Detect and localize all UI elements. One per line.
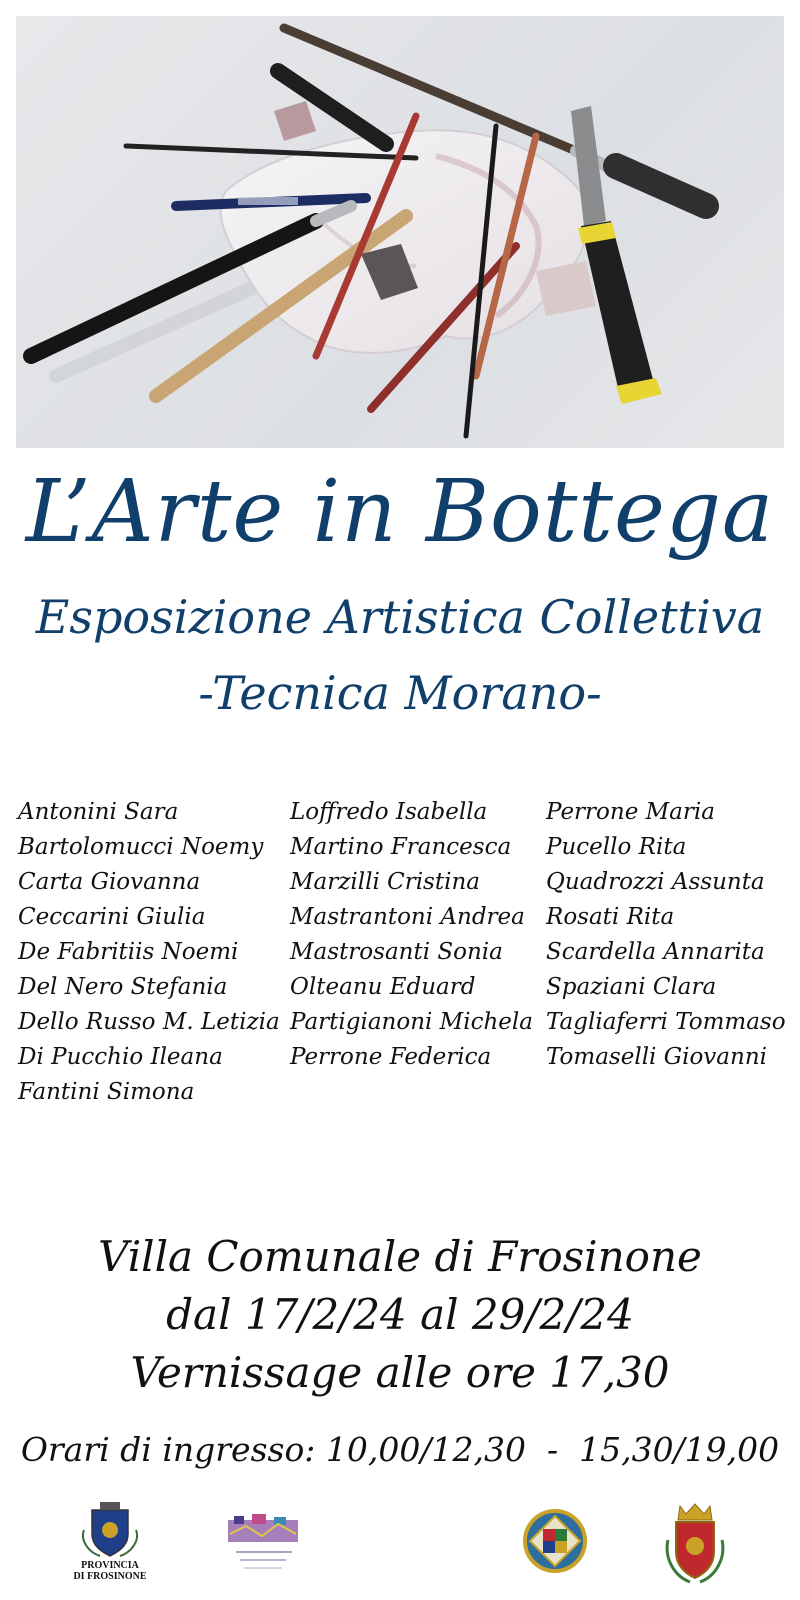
artist-name: Quadrozzi Assunta: [546, 869, 765, 895]
venue-name: Villa Comunale di Frosinone: [98, 1232, 702, 1281]
provincia-label-1: PROVINCIA: [81, 1560, 139, 1571]
artist-name: Tagliaferri Tommaso: [546, 1009, 786, 1035]
artist-name: Mastrosanti Sonia: [290, 939, 503, 965]
artist-name: Perrone Federica: [290, 1044, 492, 1070]
artist-name: Rosati Rita: [546, 904, 675, 930]
artist-column-2: [290, 795, 533, 1075]
artist-name: Del Nero Stefania: [18, 974, 228, 1000]
artist-name: Bartolomucci Noemy: [18, 834, 264, 860]
artist-name: Scardella Annarita: [546, 939, 765, 965]
event-dates: dal 17/2/24 al 29/2/24: [166, 1290, 634, 1339]
artist-name: Di Pucchio Ileana: [18, 1044, 223, 1070]
comune-shield-icon: [660, 1500, 730, 1586]
art-tools-illustration: [16, 16, 784, 448]
artist-name: Marzilli Cristina: [290, 869, 480, 895]
regione-shield-icon: [522, 1508, 588, 1574]
artist-list: [0, 795, 800, 1115]
artist-name: Antonini Sara: [18, 799, 179, 825]
artist-name: Partigianoni Michela: [290, 1009, 533, 1035]
artist-name: Fantini Simona: [18, 1079, 195, 1105]
artist-column-3: [546, 795, 786, 1075]
artist-name: Ceccarini Giulia: [18, 904, 206, 930]
artist-name: Perrone Maria: [546, 799, 715, 825]
poster-title: L’Arte in Bottega: [25, 462, 775, 562]
event-info: [0, 1228, 800, 1402]
opening-hours: Orari di ingresso: 10,00/12,30 - 15,30/19,00: [20, 1430, 780, 1469]
poster-subtitle: Esposizione Artistica Collettiva: [35, 590, 765, 644]
vernissage-time: Vernissage alle ore 17,30: [130, 1348, 670, 1397]
artist-name: Carta Giovanna: [18, 869, 201, 895]
comune-frosinone-logo: [660, 1500, 730, 1586]
artist-name: Pucello Rita: [546, 834, 687, 860]
arte-visiva-emblem-icon: [226, 1514, 302, 1574]
artist-name: Martino Francesca: [290, 834, 512, 860]
artist-name: Spaziani Clara: [546, 974, 717, 1000]
provincia-frosinone-logo: [70, 1500, 150, 1584]
sponsor-logos: [0, 1500, 800, 1590]
artist-name: Mastrantoni Andrea: [290, 904, 525, 930]
arte-visiva-logo: [226, 1514, 302, 1574]
poster-technique: -Tecnica Morano-: [198, 666, 602, 720]
provincia-label-2: DI FROSINONE: [73, 1571, 147, 1582]
artist-column-1: [18, 795, 280, 1110]
art-tools-photo: [16, 16, 784, 448]
regione-crest-logo: [522, 1508, 588, 1574]
artist-name: Olteanu Eduard: [290, 974, 476, 1000]
artist-name: Tomaselli Giovanni: [546, 1044, 767, 1070]
provincia-crest-icon: [70, 1500, 150, 1558]
artist-name: Loffredo Isabella: [290, 799, 488, 825]
artist-name: De Fabritiis Noemi: [18, 939, 239, 965]
artist-name: Dello Russo M. Letizia: [18, 1009, 280, 1035]
